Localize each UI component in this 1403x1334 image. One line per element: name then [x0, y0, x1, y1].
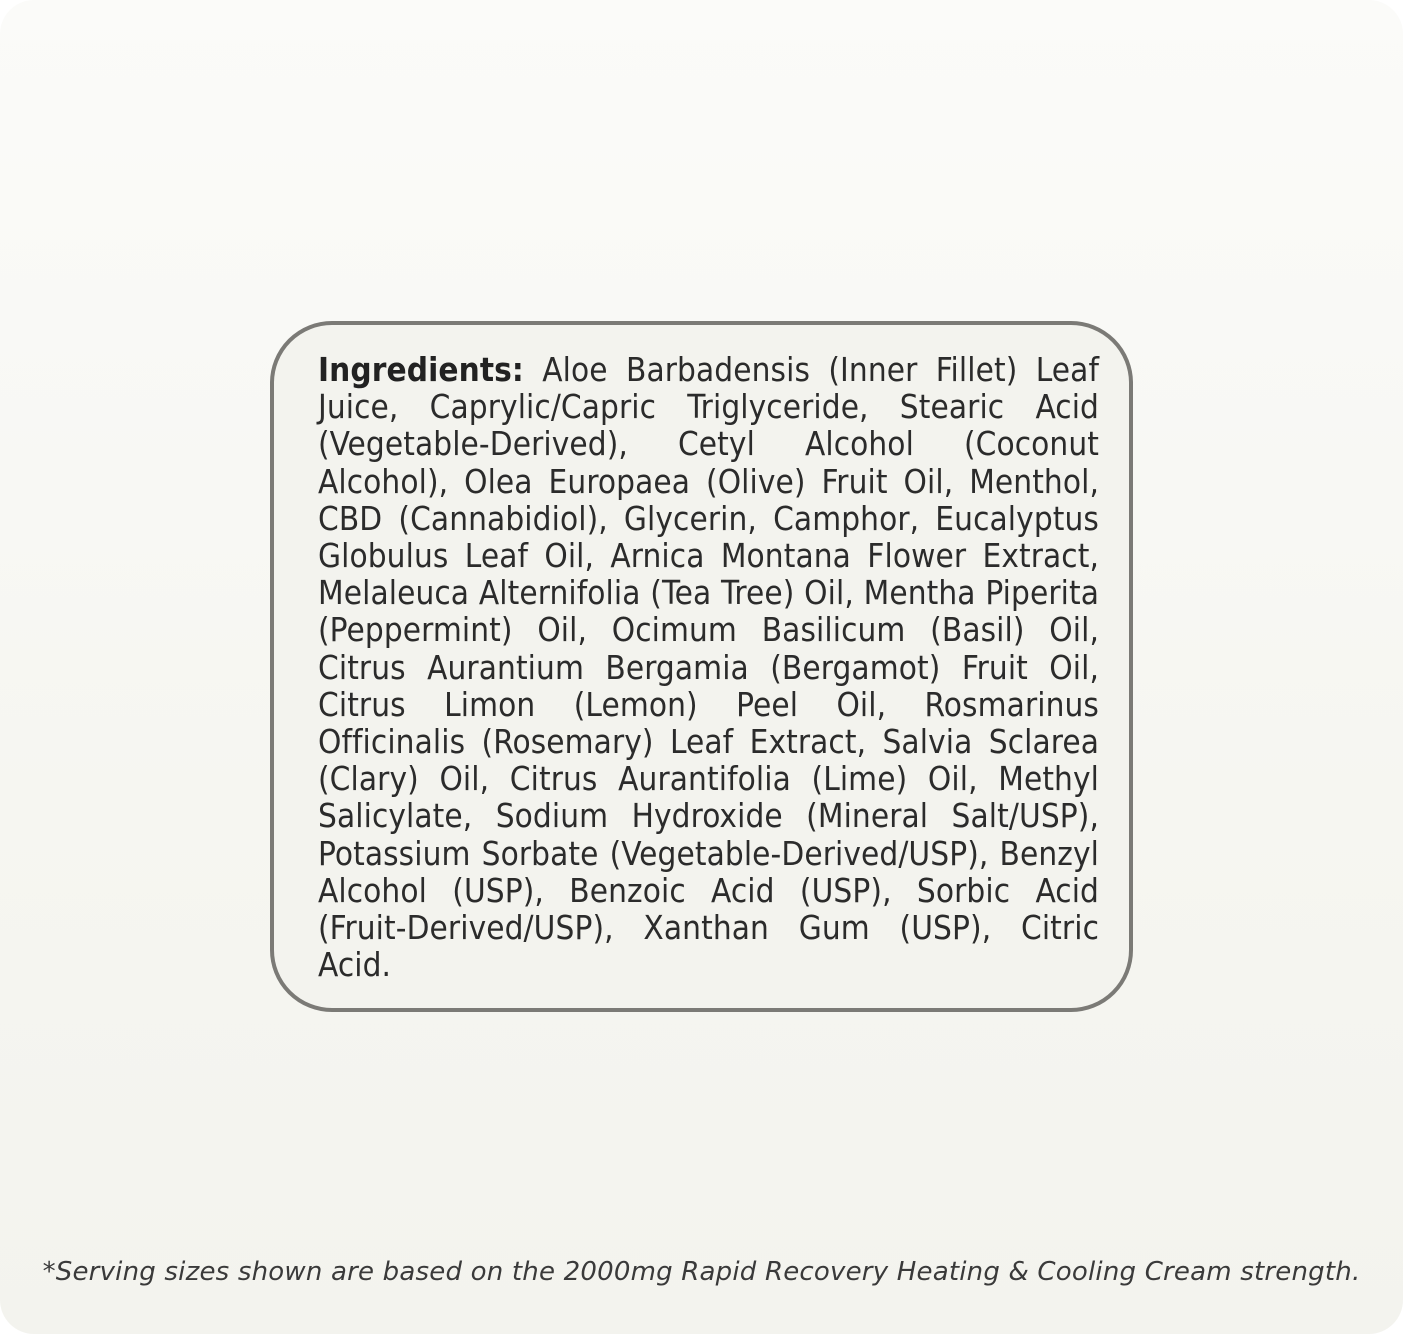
serving-size-footnote: *Serving sizes shown are based on the 2000mg Rapid Recovery Heating & Cooling Cream strength.: [42, 1257, 1361, 1287]
ingredients-paragraph: [318, 351, 1099, 983]
ingredients-panel: [270, 321, 1133, 1012]
ingredients-list: Aloe Barbadensis (Inner Fillet) Leaf Juice, Caprylic/Capric Triglyceride, Stearic Acid (Vegetable-Derived), Cetyl Alcohol (Coconut Alcohol), Olea Europaea (Olive) Fruit Oil, Menthol, CBD (Cannabidiol), Glycerin, Camphor, Eucalyptus Globulus Leaf Oil, Arnica Montana Flower Extract, Melaleuca Alternifolia (Tea Tree) Oil, Mentha Piperita (Peppermint) Oil, Ocimum Basilicum (Basil) Oil, Citrus Aurantium Bergamia (Bergamot) Fruit Oil, Citrus Limon (Lemon) Peel Oil, Rosmarinus Officinalis (Rosemary) Leaf Extract, Salvia Sclarea (Clary) Oil, Citrus Aurantifolia (Lime) Oil, Methyl Salicylate, Sodium Hydroxide (Mineral Salt/USP), Potassium Sorbate (Vegetable-Derived/USP), Benzyl Alcohol (USP), Benzoic Acid (USP), Sorbic Acid (Fruit-Derived/USP), Xanthan Gum (USP), Citric Acid.: [318, 350, 1099, 985]
ingredients-label: Ingredients:: [318, 350, 524, 389]
